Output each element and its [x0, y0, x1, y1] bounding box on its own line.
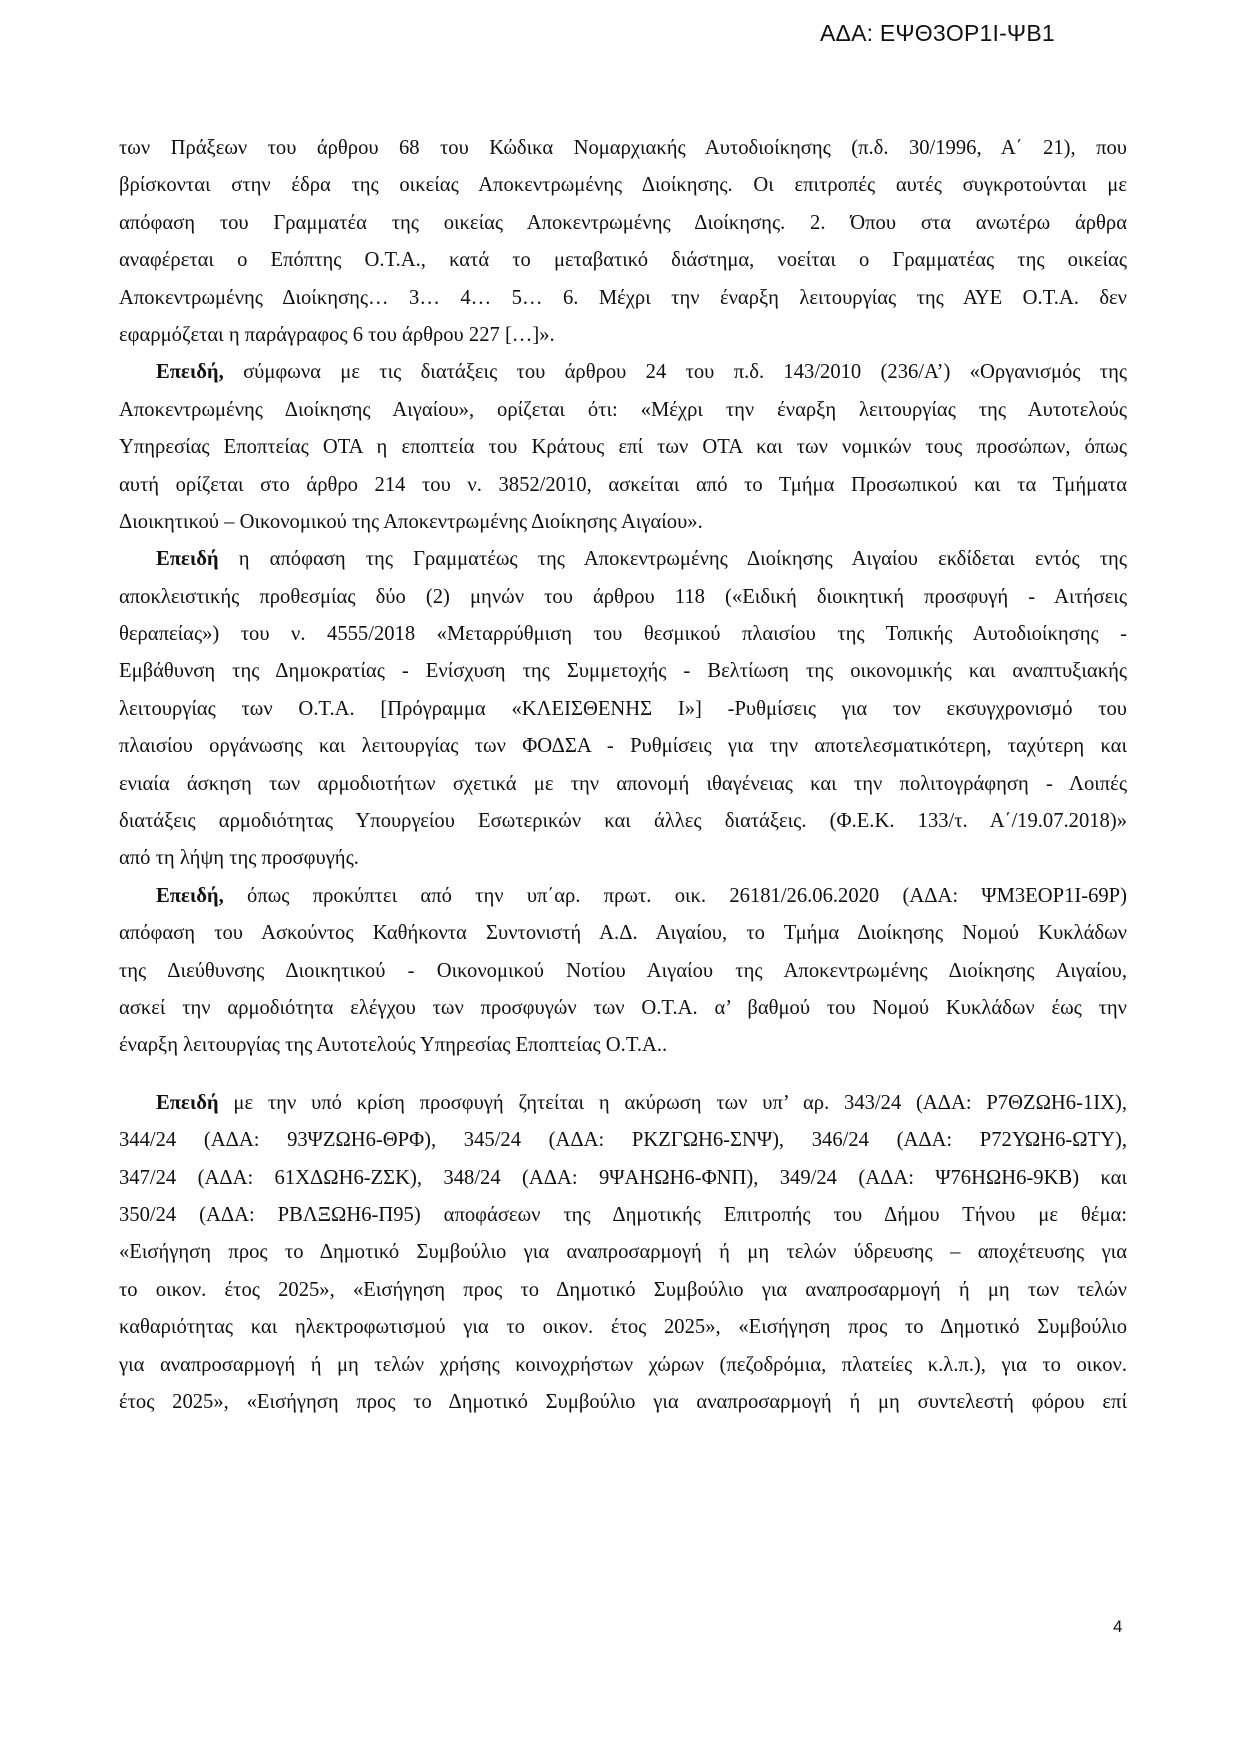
text-line: αυτή ορίζεται στο άρθρο 214 του ν. 3852/2010, ασκείται από το Τμήμα Προσωπικού και τα Τμήματα	[119, 473, 1127, 496]
text-line: ασκεί την αρμοδιότητα ελέγχου των προσφυγών των Ο.Τ.Α. α’ βαθμού του Νομού Κυκλάδων έως την	[119, 996, 1127, 1019]
text-line: Υπηρεσίας Εποπτείας ΟΤΑ η εποπτεία του Κράτους επί των ΟΤΑ και των νομικών τους προσώπων, όπως	[119, 436, 1127, 459]
text-line: Αποκεντρωμένης Διοίκησης Αιγαίου», ορίζεται ότι: «Μέχρι την έναρξη λειτουργίας της Αυτοτελούς	[119, 398, 1127, 421]
text-line: αποκλειστικής προθεσμίας δύο (2) μηνών του άρθρου 118 («Ειδική διοικητική προσφυγή - Αιτήσεις	[119, 585, 1127, 608]
text-line: απόφαση του Ασκούντος Καθήκοντα Συντονιστή Α.Δ. Αιγαίου, το Τμήμα Διοίκησης Νομού Κυκλάδων	[119, 922, 1127, 945]
text-run: σύμφωνα με τις διατάξεις του άρθρου 24 του π.δ. 143/2010 (236/Α’) «Οργανισμός της	[223, 361, 1127, 384]
text-line: θεραπείας») του ν. 4555/2018 «Μεταρρύθμιση του θεσμικού πλαισίου της Τοπικής Αυτοδιοίκησης -	[119, 623, 1127, 646]
text-line: από τη λήψη της προσφυγής.	[119, 847, 359, 870]
paragraph-epeidi-3	[119, 878, 1127, 1065]
text-line: λειτουργίας των Ο.Τ.Α. [Πρόγραμμα «ΚΛΕΙΣΘΕΝΗΣ Ι»] -Ρυθμίσεις για τον εκσυγχρονισμό του	[119, 697, 1127, 720]
text-line: για αναπροσαρμογή ή μη τελών χρήσης κοινοχρήστων χώρων (πεζοδρόμια, πλατείες κ.λ.π.), για το οικον.	[119, 1353, 1127, 1376]
text-line: των Πράξεων του άρθρου 68 του Κώδικα Νομαρχιακής Αυτοδιοίκησης (π.δ. 30/1996, Α΄ 21), που	[119, 137, 1127, 159]
text-line	[119, 878, 1127, 915]
paragraph-epeidi-4	[119, 1085, 1127, 1422]
text-line: Εμβάθυνση της Δημοκρατίας - Ενίσχυση της Συμμετοχής - Βελτίωση της οικονομικής και αναπτυξιακής	[119, 660, 1127, 683]
paragraph-epeidi-2	[119, 541, 1127, 878]
paragraph-epeidi-1	[119, 354, 1127, 541]
text-line: της Διεύθυνσης Διοικητικού - Οικονομικού Νοτίου Αιγαίου της Αποκεντρωμένης Διοίκησης Αιγαίου,	[119, 959, 1127, 982]
text-line	[119, 354, 1127, 391]
text-line: εφαρμόζεται η παράγραφος 6 του άρθρου 227 […]».	[119, 323, 555, 346]
text-line: Αποκεντρωμένης Διοίκησης… 3… 4… 5… 6. Μέχρι την έναρξη λειτουργίας της ΑΥΕ Ο.Τ.Α. δεν	[119, 286, 1127, 309]
text-run: όπως προκύπτει από την υπ΄αρ. πρωτ. οικ. 26181/26.06.2020 (ΑΔΑ: ΨΜ3ΕΟΡ1Ι-69Ρ)	[223, 884, 1127, 907]
text-line: το οικον. έτος 2025», «Εισήγηση προς το Δημοτικό Συμβούλιο για αναπροσαρμογή ή μη των τελών	[119, 1278, 1127, 1301]
text-line: ενιαία άσκηση των αρμοδιοτήτων σχετικά με την απονομή ιθαγένειας και την πολιτογράφηση - Λοιπές	[119, 772, 1127, 795]
text-line: «Εισήγηση προς το Δημοτικό Συμβούλιο για αναπροσαρμογή ή μη τελών ύδρευσης – αποχέτευσης για	[119, 1241, 1127, 1264]
bold-lead: Επειδή	[156, 548, 219, 571]
document-body	[119, 130, 1127, 1421]
ada-header-code: ΑΔΑ: ΕΨΘ3ΟΡ1Ι-ΨΒ1	[820, 20, 1055, 46]
text-line: απόφαση του Γραμματέα της οικείας Αποκεντρωμένης Διοίκησης. 2. Όπου στα ανωτέρω άρθρα	[119, 211, 1127, 234]
bold-lead: Επειδή,	[156, 361, 224, 384]
text-line: 350/24 (ΑΔΑ: ΡΒΛΞΩΗ6-Π95) αποφάσεων της Δημοτικής Επιτροπής του Δήμου Τήνου με θέμα:	[119, 1203, 1127, 1226]
text-line: έναρξη λειτουργίας της Αυτοτελούς Υπηρεσίας Εποπτείας Ο.Τ.Α..	[119, 1034, 668, 1057]
text-line: αναφέρεται ο Επόπτης Ο.Τ.Α., κατά το μεταβατικό διάστημα, νοείται ο Γραμματέας της οικείας	[119, 249, 1127, 272]
text-run: με την υπό κρίση προσφυγή ζητείται η ακύρωση των υπ’ αρ. 343/24 (ΑΔΑ: Ρ7ΘΖΩΗ6-1ΙΧ),	[218, 1091, 1127, 1114]
text-line: έτος 2025», «Εισήγηση προς το Δημοτικό Συμβούλιο για αναπροσαρμογή ή μη συντελεστή φόρου επί	[119, 1390, 1127, 1413]
text-line: 344/24 (ΑΔΑ: 93ΨΖΩΗ6-ΘΡΦ), 345/24 (ΑΔΑ: ΡΚΖΓΩΗ6-ΣΝΨ), 346/24 (ΑΔΑ: Ρ72ΥΩΗ6-ΩΤΥ),	[119, 1129, 1127, 1152]
page-number: 4	[1113, 1617, 1123, 1636]
text-line: βρίσκονται στην έδρα της οικείας Αποκεντρωμένης Διοίκησης. Οι επιτροπές αυτές συγκροτούνται με	[119, 174, 1127, 197]
text-line: καθαριότητας και ηλεκτροφωτισμού για το οικον. έτος 2025», «Εισήγηση προς το Δημοτικό Συμβούλιο	[119, 1316, 1127, 1339]
bold-lead: Επειδή,	[156, 884, 224, 907]
text-line: διατάξεις αρμοδιότητας Υπουργείου Εσωτερικών και άλλες διατάξεις. (Φ.Ε.Κ. 133/τ. Α΄/19.07.2018)»	[119, 810, 1127, 833]
text-line: Διοικητικού – Οικονομικού της Αποκεντρωμένης Διοίκησης Αιγαίου».	[119, 510, 703, 533]
text-run: η απόφαση της Γραμματέως της Αποκεντρωμένης Διοίκησης Αιγαίου εκδίδεται εντός της	[218, 548, 1127, 571]
text-line: πλαισίου οργάνωσης και λειτουργίας των ΦΟΔΣΑ - Ρυθμίσεις για την αποτελεσματικότερη, ταχύτερη και	[119, 735, 1127, 758]
bold-lead: Επειδή	[156, 1091, 219, 1114]
text-line	[119, 1085, 1127, 1122]
text-line	[119, 541, 1127, 578]
paragraph-continuation	[119, 130, 1127, 354]
text-line: 347/24 (ΑΔΑ: 61ΧΔΩΗ6-ΖΣΚ), 348/24 (ΑΔΑ: 9ΨΑΗΩΗ6-ΦΝΠ), 349/24 (ΑΔΑ: Ψ76ΗΩΗ6-9ΚΒ) και	[119, 1166, 1127, 1189]
